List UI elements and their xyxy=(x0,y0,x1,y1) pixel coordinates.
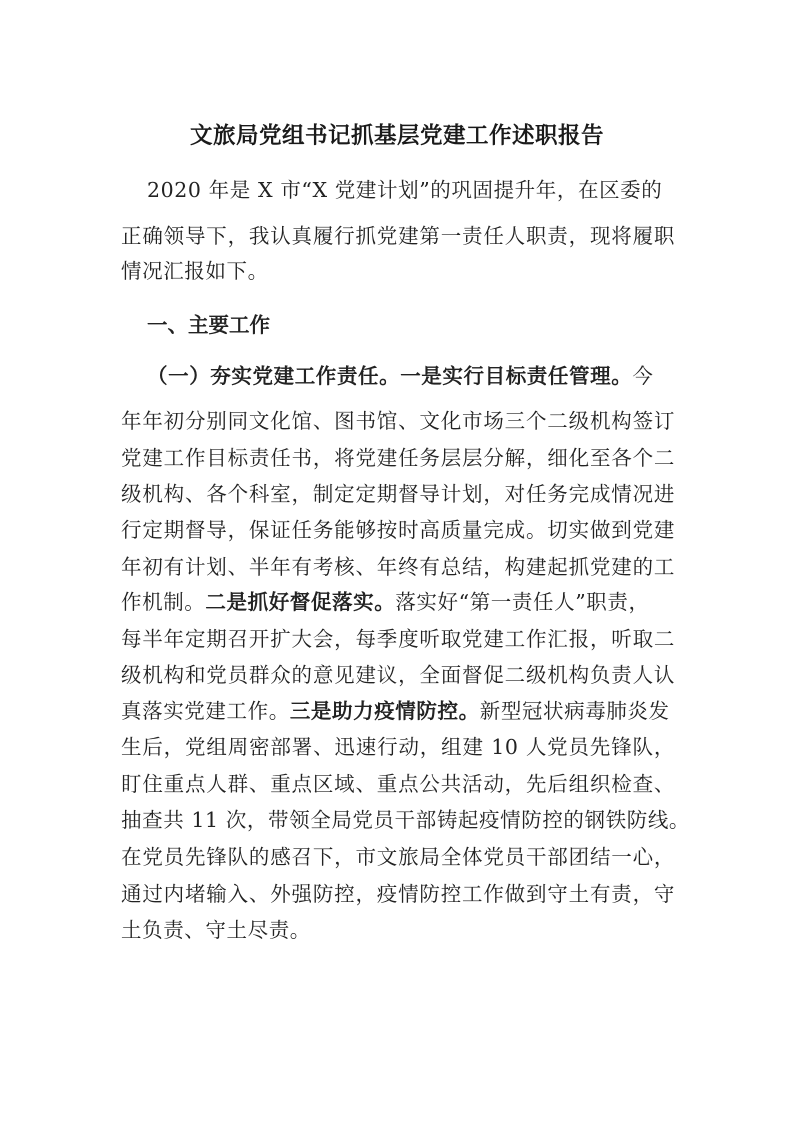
body-line-7-b: 落实好“第一责任人”职责， xyxy=(395,590,650,614)
body-line-10 xyxy=(121,697,675,725)
section-heading: 一、主要工作 xyxy=(147,313,270,337)
intro-line-3: 情况汇报如下。 xyxy=(121,259,269,283)
body-line-8: 每半年定期召开扩大会，每季度听取党建工作汇报，听取二 xyxy=(121,627,675,651)
body-line-7-a: 作机制。 xyxy=(121,590,206,614)
intro-line-1: 2020 年是 X 市“X 党建计划”的巩固提升年，在区委的 xyxy=(147,178,663,202)
body-line-15: 通过内堵输入、外强防控，疫情防控工作做到守土有责，守 xyxy=(121,882,675,906)
body-line-16: 土负责、守土尽责。 xyxy=(121,918,311,942)
body-line-10-bold: 三是助力疫情防控。 xyxy=(289,699,480,723)
body-line-13: 抽查共 11 次，带领全局党员干部铸起疫情防控的钢铁防线。 xyxy=(121,808,691,832)
body-line-10-b: 新型冠状病毒肺炎发 xyxy=(479,699,670,723)
document-title: 文旅局党组书记抓基层党建工作述职报告 xyxy=(189,123,604,149)
body-line-6: 年初有计划、半年有考核、年终有总结，构建起抓党建的工 xyxy=(121,555,675,579)
body-line-1-rest: 今 xyxy=(632,364,654,388)
body-line-10-a: 真落实党建工作。 xyxy=(121,699,290,723)
body-line-9: 级机构和党员群众的意见建议，全面督促二级机构负责人认 xyxy=(121,663,675,687)
body-line-2: 年年初分别同文化馆、图书馆、文化市场三个二级机构签订 xyxy=(121,409,675,433)
body-line-1-bold: （一）夯实党建工作责任。一是实行目标责任管理。 xyxy=(147,364,633,388)
body-line-11: 生后，党组周密部署、迅速行动，组建 10 人党员先锋队， xyxy=(121,735,675,759)
body-line-7-bold: 二是抓好督促落实。 xyxy=(205,590,396,614)
intro-line-2: 正确领导下，我认真履行抓党建第一责任人职责，现将履职 xyxy=(121,224,675,248)
body-line-1 xyxy=(147,362,675,390)
body-line-3: 党建工作目标责任书，将党建任务层层分解，细化至各个二 xyxy=(121,446,675,470)
body-line-5: 行定期督导，保证任务能够按时高质量完成。切实做到党建 xyxy=(121,518,675,542)
body-line-14: 在党员先锋队的感召下，市文旅局全体党员干部团结一心， xyxy=(121,845,675,869)
body-line-4: 级机构、各个科室，制定定期督导计划，对任务完成情况进 xyxy=(121,482,675,506)
body-line-7 xyxy=(121,588,675,616)
body-line-12: 盯住重点人群、重点区域、重点公共活动，先后组织检查、 xyxy=(121,772,675,796)
